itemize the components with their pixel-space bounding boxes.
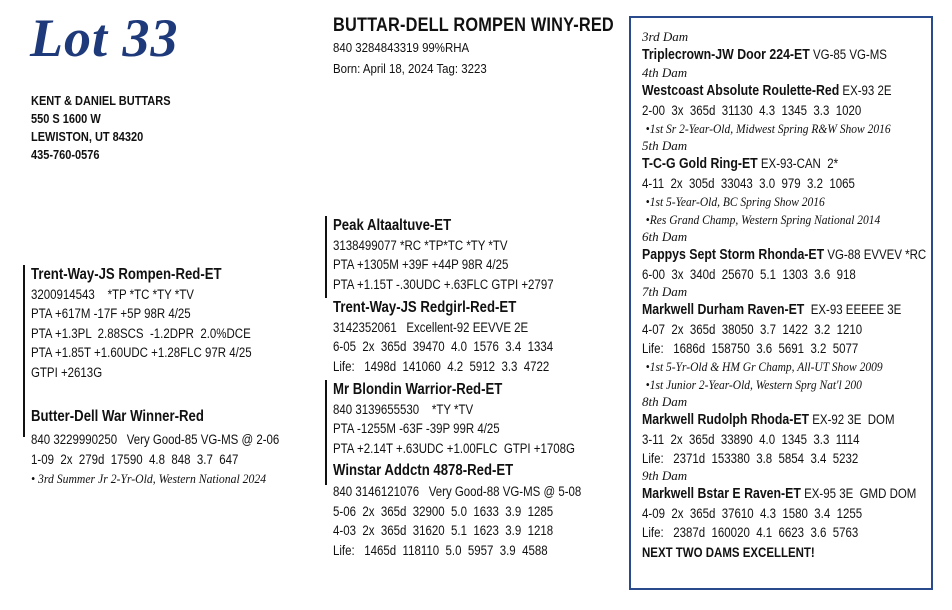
dam-entry: [642, 284, 952, 394]
dam-record-line: Life: 2371d 153380 3.8 5854 3.4 5232: [642, 451, 859, 466]
dam-generation-label: 3rd Dam: [642, 29, 689, 44]
sire-name: Trent-Way-JS Rompen-Red-ET: [31, 266, 222, 283]
sire-sire-line: 3138499077 *RC *TP*TC *TY *TV: [333, 237, 508, 253]
dam-name-line: [642, 484, 926, 504]
dam-entry: [642, 65, 952, 138]
sire-dam-line: 3142352061 Excellent-92 EEVVE 2E: [333, 319, 529, 335]
dam-achievement: • 1st 5-Yr-Old & HM Gr Champ, All-UT Show 2009: [642, 358, 950, 376]
dam-generation-label: 8th Dam: [642, 394, 688, 409]
dam-generation-label: 6th Dam: [642, 229, 688, 244]
dam-classification: EX-92 3E DOM: [809, 412, 895, 427]
owner-info: [31, 92, 171, 164]
dam-record-line: 4-11 2x 305d 33043 3.0 979 3.2 1065: [642, 176, 855, 191]
owner-city: LEWISTON, UT 84320: [31, 130, 144, 144]
dam-achievement: • 1st Sr 2-Year-Old, Midwest Spring R&W Show 2016: [642, 120, 950, 138]
dam-record-line: Life: 2387d 160020 4.1 6623 3.6 5763: [642, 525, 859, 540]
owner-phone: 435-760-0576: [31, 148, 100, 162]
animal-id: 840 3284843319 99%RHA: [333, 40, 470, 55]
dam-name-line: [642, 154, 926, 174]
sire-line: 3200914543 *TP *TC *TY *TV: [31, 286, 194, 302]
dam-name: Butter-Dell War Winner-Red: [31, 408, 204, 425]
dam-record-line: 3-11 2x 365d 33890 4.0 1345 3.3 1114: [642, 432, 860, 447]
dam-entry: [642, 394, 952, 468]
dam-dam-line: 5-06 2x 365d 32900 5.0 1633 3.9 1285: [333, 503, 554, 519]
sire-sire-block: [325, 216, 593, 298]
dam-sire-block: [325, 380, 618, 462]
dam-classification: VG-85 VG-MS: [809, 47, 887, 62]
sire-dam-line: 6-05 2x 365d 39470 4.0 1576 3.4 1334: [333, 339, 554, 354]
sire-line: PTA +1.3PL 2.88SCS -1.2DPR 2.0%DCE: [31, 325, 251, 341]
dam-dam-details: [333, 482, 625, 560]
dam-generation-label: 7th Dam: [642, 284, 688, 299]
dam-entry-name: Markwell Bstar E Raven-ET: [642, 486, 801, 502]
dam-entry-name: Triplecrown-JW Door 224-ET: [642, 47, 810, 63]
dam-classification: EX-93 2E: [839, 83, 892, 98]
dam-sire-line: PTA +2.14T +.63UDC +1.00FLC GTPI +1708G: [333, 440, 575, 456]
sire-dam-block: [333, 298, 592, 376]
dam-generation-label: 5th Dam: [642, 138, 688, 153]
sire-sire-line: PTA +1305M +39F +44P 98R 4/25: [333, 257, 509, 272]
dam-entry-name: Pappys Sept Storm Rhonda-ET: [642, 247, 825, 263]
dam-entry: [642, 229, 952, 284]
sire-sire-line: PTA +1.15T -.30UDC +.63FLC GTPI +2797: [333, 276, 554, 292]
dam-line: 1-09 2x 279d 17590 4.8 848 3.7 647: [31, 451, 239, 467]
sire-line: PTA +617M -17F +5P 98R 4/25: [31, 306, 191, 321]
dam-entry-name: Markwell Rudolph Rhoda-ET: [642, 412, 810, 428]
dam-sire-name: Mr Blondin Warrior-Red-ET: [333, 381, 503, 398]
dam-sire-line: 840 3139655530 *TY *TV: [333, 401, 474, 417]
animal-name: BUTTAR-DELL ROMPEN WINY-RED: [333, 15, 614, 36]
dam-achievement: • 1st Junior 2-Year-Old, Western Sprg Nat'l 200: [642, 376, 950, 394]
dam-details: [31, 430, 323, 487]
dam-entry-name: Markwell Durham Raven-ET: [642, 302, 805, 318]
dam-record-line: 4-09 2x 365d 37610 4.3 1580 3.4 1255: [642, 506, 863, 521]
dam-generation-label: 9th Dam: [642, 468, 688, 483]
dam-record-line: 2-00 3x 365d 31130 4.3 1345 3.3 1020: [642, 103, 862, 118]
dam-record-line: 4-07 2x 365d 38050 3.7 1422 3.2 1210: [642, 322, 863, 337]
dam-dam-name: Winstar Addctn 4878-Red-ET: [333, 462, 514, 479]
footer-note: NEXT TWO DAMS EXCELLENT!: [642, 545, 815, 560]
dam-classification: EX-93-CAN 2*: [757, 156, 839, 171]
dam-achievement: • Res Grand Champ, Western Spring National 2014: [642, 211, 950, 229]
dam-name-line: [642, 300, 926, 320]
dam-record-line: Life: 1686d 158750 3.6 5691 3.2 5077: [642, 341, 859, 356]
owner-address: 550 S 1600 W: [31, 112, 101, 126]
dam-entry-name: Westcoast Absolute Roulette-Red: [642, 83, 840, 99]
dam-entry: [642, 29, 952, 65]
dam-name-line: [642, 81, 926, 101]
dam-generation-label: 4th Dam: [642, 65, 688, 80]
dam-achievement: • 3rd Summer Jr 2-Yr-Old, Western National 2024: [31, 471, 267, 486]
sire-dam-name: Trent-Way-JS Redgirl-Red-ET: [333, 299, 517, 316]
animal-born: Born: April 18, 2024 Tag: 3223: [333, 61, 487, 76]
dam-dam-line: 840 3146121076 Very Good-88 VG-MS @ 5-08: [333, 484, 582, 499]
dam-name-line: [642, 245, 926, 265]
dam-classification: EX-95 3E GMD DOM: [800, 486, 917, 501]
dam-sire-line: PTA -1255M -63F -39P 99R 4/25: [333, 421, 500, 436]
dam-dam-line: 4-03 2x 365d 31620 5.1 1623 3.9 1218: [333, 523, 554, 538]
sire-block: [23, 265, 291, 410]
sire-sire-name: Peak Altaaltuve-ET: [333, 217, 452, 234]
dam-name-line: [642, 410, 926, 430]
dam-achievement: • 1st 5-Year-Old, BC Spring Show 2016: [642, 193, 950, 211]
owner-name: KENT & DANIEL BUTTARS: [31, 94, 171, 108]
sire-line: PTA +1.85T +1.60UDC +1.28FLC 97R 4/25: [31, 345, 252, 360]
dam-classification: EX-93 EEEEE 3E: [804, 302, 902, 317]
dam-dam-line: Life: 1465d 118110 5.0 5957 3.9 4588: [333, 542, 548, 558]
dam-name-line: [642, 45, 926, 65]
dam-list: [642, 29, 952, 562]
dam-entry: [642, 468, 952, 542]
dam-line: 840 3229990250 Very Good-85 VG-MS @ 2-06: [31, 432, 280, 447]
lot-number: Lot 33: [30, 8, 179, 68]
sire-dam-line: Life: 1498d 141060 4.2 5912 3.3 4722: [333, 358, 550, 374]
dam-record-line: 6-00 3x 340d 25670 5.1 1303 3.6 918: [642, 267, 856, 282]
dam-classification: VG-88 EVVEV *RC: [824, 247, 927, 262]
sire-line: GTPI +2613G: [31, 364, 103, 380]
extended-pedigree-box: [629, 16, 933, 590]
dam-entry-name: T-C-G Gold Ring-ET: [642, 156, 758, 172]
dam-entry: [642, 138, 952, 229]
